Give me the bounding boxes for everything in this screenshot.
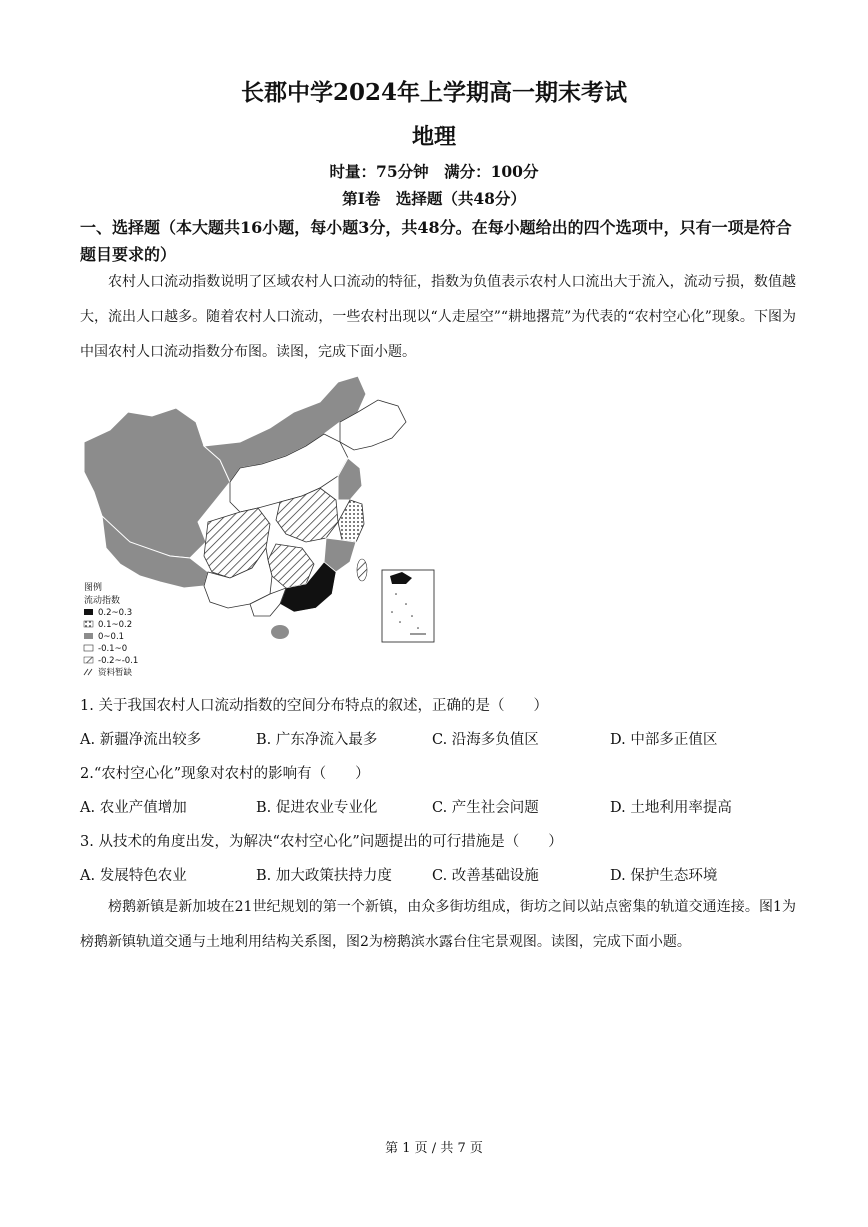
q3-option-a[interactable]: A. 发展特色农业 bbox=[80, 868, 187, 884]
china-population-flow-map bbox=[80, 372, 438, 678]
q2-option-a[interactable]: A. 农业产值增加 bbox=[80, 800, 187, 816]
region-east-dots bbox=[338, 500, 364, 542]
exam-title: 长郡中学2024年上学期高一期末考试 bbox=[240, 79, 627, 106]
passage-1: 农村人口流动指数说明了区域农村人口流动的特征，指数为负值表示农村人口流出大于流入，流动亏损，数值越大，流出人口越多。随着农村人口流动，一些农村出现以“人走屋空”“耕地撂荒”为代表的“农村空心化”现象。下图为中国农村人口流动指数分布图。读图，完成下面小题。 bbox=[80, 274, 796, 360]
q2-option-d[interactable]: D. 土地利用率提高 bbox=[610, 800, 732, 816]
legend-item-3: 0~0.1 bbox=[98, 632, 125, 642]
exam-part-heading: 第Ⅰ卷 选择题（共48分） bbox=[342, 189, 526, 208]
q1-option-b[interactable]: B. 广东净流入最多 bbox=[256, 732, 378, 748]
region-taiwan bbox=[357, 559, 367, 581]
legend-title: 图例 bbox=[84, 583, 103, 593]
passage-2: 榜鹅新镇是新加坡在21世纪规划的第一个新镇，由众多街坊组成，街坊之间以站点密集的轨道交通连接。图1为榜鹅新镇轨道交通与土地利用结构关系图，图2为榜鹅滨水露台住宅景观图。读图，完成下面小题。 bbox=[80, 899, 796, 950]
q3-option-b[interactable]: B. 加大政策扶持力度 bbox=[256, 868, 392, 884]
question-1-stem: 1. 关于我国农村人口流动指数的空间分布特点的叙述，正确的是（ ） bbox=[80, 698, 548, 714]
region-hunan bbox=[268, 544, 314, 588]
question-2-stem: 2.“农村空心化”现象对农村的影响有（ ） bbox=[80, 766, 370, 782]
q1-option-d[interactable]: D. 中部多正值区 bbox=[610, 732, 718, 748]
section-heading: 一、选择题（本大题共16小题，每小题3分，共48分。在每小题给出的四个选项中，只有一项是符合题目要求的） bbox=[80, 218, 792, 264]
q2-option-b[interactable]: B. 促进农业专业化 bbox=[256, 800, 378, 816]
legend-item-5: -0.2~-0.1 bbox=[98, 656, 139, 666]
q2-option-c[interactable]: C. 产生社会问题 bbox=[432, 800, 539, 816]
region-hainan bbox=[271, 625, 289, 639]
q3-option-c[interactable]: C. 改善基础设施 bbox=[432, 868, 539, 884]
exam-subject: 地理 bbox=[411, 124, 456, 150]
q3-option-d[interactable]: D. 保护生态环境 bbox=[610, 868, 718, 884]
legend-item-6: 资料暂缺 bbox=[98, 668, 133, 678]
legend-subtitle: 流动指数 bbox=[84, 596, 121, 606]
question-3-stem: 3. 从技术的角度出发，为解决“农村空心化”问题提出的可行措施是（ ） bbox=[80, 834, 563, 850]
legend-item-1: 0.2~0.3 bbox=[98, 608, 133, 618]
exam-meta: 时量：75分钟 满分：100分 bbox=[329, 162, 539, 181]
q1-option-a[interactable]: A. 新疆净流出较多 bbox=[80, 732, 202, 748]
legend-item-2: 0.1~0.2 bbox=[98, 620, 133, 630]
legend-item-4: -0.1~0 bbox=[98, 644, 128, 654]
q1-option-c[interactable]: C. 沿海多负值区 bbox=[432, 732, 539, 748]
page-footer: 第 1 页 / 共 7 页 bbox=[385, 1141, 483, 1156]
